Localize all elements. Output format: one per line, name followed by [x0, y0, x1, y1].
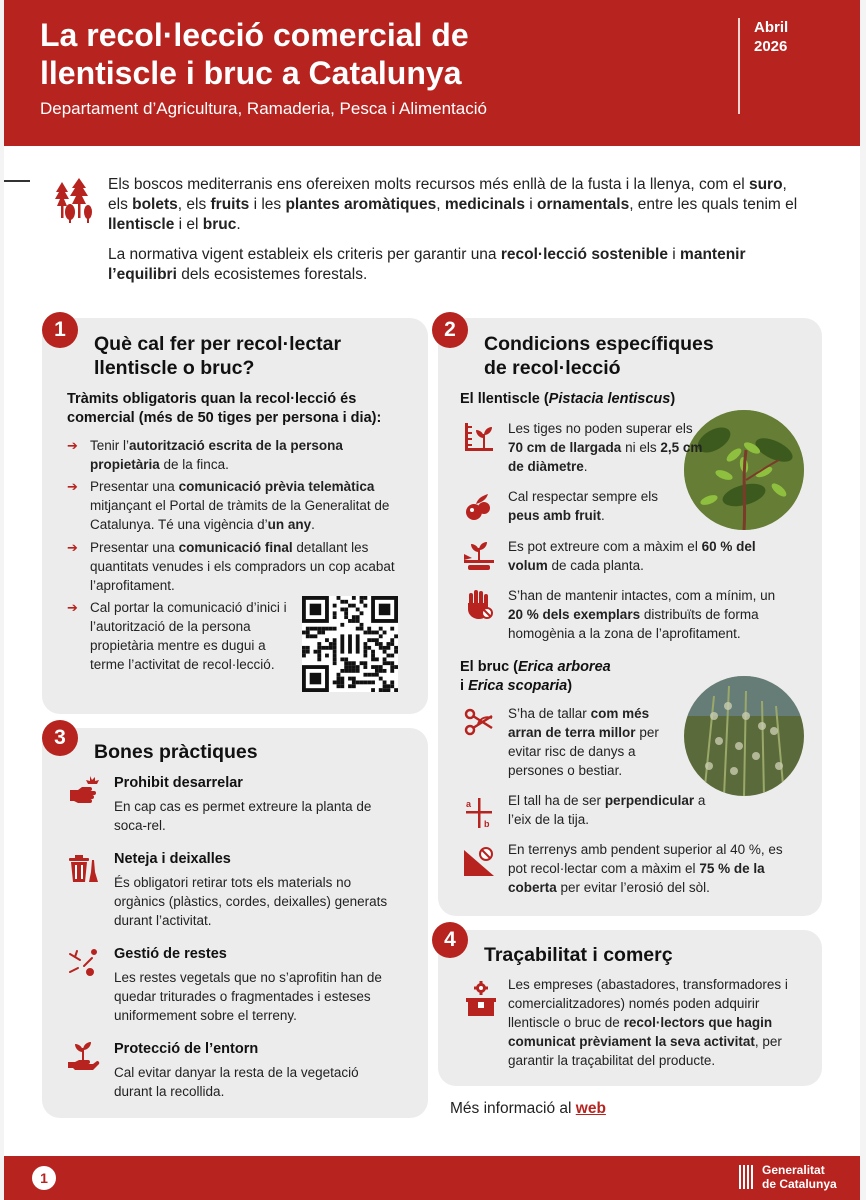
hand-stop-icon: [462, 587, 496, 621]
text-run: i: [524, 196, 538, 213]
scissors-icon: [462, 706, 496, 740]
arrow-icon: ➔: [67, 438, 78, 453]
tramit-item-2: [67, 477, 412, 534]
text-run: llentiscle: [108, 216, 175, 233]
text-run: comunicació prèvia telemàtica: [178, 479, 375, 494]
text-run: mitjançant el Portal de tràmits de la Generalitat de Catalunya. Té una vigència d’: [90, 498, 390, 532]
date-box: [738, 18, 788, 114]
text-run: La normativa vigent estableix els criteris per garantir una: [108, 246, 501, 263]
trash-icon: [66, 852, 100, 886]
section-2-title: Condicions específiques de recol·lecció: [484, 333, 714, 379]
text-run: Cal respectar sempre els: [508, 489, 659, 504]
text-run: medicinals: [444, 196, 525, 213]
text-run: ): [567, 678, 573, 694]
text-run: .: [583, 459, 588, 474]
text-run: comunicació final: [178, 540, 293, 555]
text-run: i: [460, 678, 469, 694]
text-run: i el: [174, 216, 203, 233]
page-subtitle: Departament d’Agricultura, Ramaderia, Pesca i Alimentació: [40, 99, 487, 118]
poster-page: [4, 0, 860, 1200]
text-run: En terrenys amb pendent superior al 40 %, es pot recol·lectar com a màxim el: [508, 842, 783, 876]
text-run: , els: [108, 176, 787, 213]
svg-text:a: a: [466, 799, 472, 809]
text-run: , per garantir la traçabilitat del producte.: [508, 1034, 782, 1068]
title-line-2: llentiscle i bruc a Catalunya: [40, 55, 462, 91]
plant-cut-icon: [462, 538, 496, 572]
arrow-icon: ➔: [67, 600, 78, 615]
text-run: Tenir l’: [90, 438, 130, 453]
text-run: ni els: [621, 440, 661, 455]
practica-4-text: Cal evitar danyar la resta de la vegetació durant la recollida.: [114, 1065, 359, 1099]
more-info: Més informació al web: [450, 1100, 606, 1117]
llentiscle-heading: [460, 390, 675, 409]
bruc-item-3: [508, 840, 798, 897]
practica-3-head: Gestió de restes: [114, 946, 227, 962]
text-run: ): [670, 391, 676, 407]
scatter-icon: [66, 946, 100, 980]
text-run: a l’eix de la tija.: [508, 793, 706, 827]
title-line-1: La recol·lecció comercial de: [40, 17, 469, 53]
perpendicular-cut-icon: [462, 796, 496, 830]
text-run: dels ecosistemes forestals.: [176, 266, 368, 283]
text-run: 2,5 cm de diàmetre: [508, 440, 703, 474]
text-run: Erica arborea: [518, 659, 611, 675]
header-banner: [4, 0, 860, 146]
date-year: 2026: [754, 38, 788, 55]
web-link[interactable]: web: [575, 1100, 606, 1117]
gencat-brand: [738, 1163, 837, 1191]
section-1-lead: Tràmits obligatoris quan la recol·lecció és comercial (més de 50 tiges per persona i dia):: [67, 391, 382, 426]
text-run: peus amb fruit: [508, 508, 602, 523]
section-1-badge: 1: [42, 312, 78, 348]
llentiscle-item-1: [508, 419, 708, 476]
bruc-photo: [684, 676, 804, 796]
practica-1-head: Prohibit desarrelar: [114, 775, 243, 791]
intro-paragraph-1: [108, 175, 798, 235]
bruc-item-2: [508, 791, 728, 829]
text-run: S’ha de tallar: [508, 706, 591, 721]
section-3-badge: 3: [42, 720, 78, 756]
text-run: distribuïts de forma homogènia a la zona de l’aprofitament.: [508, 607, 759, 641]
text-run: El bruc (: [460, 659, 519, 675]
text-run: mantenir l’equilibri: [108, 246, 746, 283]
text-run: 70 cm de llargada: [508, 440, 622, 455]
text-run: Els boscos mediterranis ens ofereixen molts recursos més enllà de la fusta i la llenya, com el: [108, 176, 749, 193]
text-run: de cada planta.: [547, 558, 644, 573]
text-run: ornamentals: [537, 196, 630, 213]
text-run: un any: [267, 517, 312, 532]
text-run: plantes aromàtiques: [285, 196, 437, 213]
text-run: per evitar l’erosió del sòl.: [556, 880, 710, 895]
text-run: Cal portar la comunicació d’inici i l’autorització de la persona propietària mentre es dugui a terme l’activitat de recol·lecció.: [90, 600, 287, 672]
llentiscle-item-3: [508, 537, 768, 575]
text-run: Pistacia lentiscus: [548, 391, 671, 407]
bruc-heading: [460, 658, 611, 696]
qr-code-icon[interactable]: [302, 596, 398, 692]
text-run: ,: [436, 196, 445, 213]
section-1-title: Què cal fer per recol·lectar llentiscle o bruc?: [94, 333, 342, 379]
text-run: de la finca.: [159, 457, 229, 472]
section-4-title: Traçabilitat i comerç: [484, 944, 673, 966]
page-number: 1: [32, 1166, 56, 1190]
text-run: Es pot extreure com a màxim el: [508, 539, 702, 554]
text-run: 20 % dels exemplars: [508, 607, 641, 622]
text-run: recol·lectors que hagin comunicat prèviament la seva activitat: [508, 1015, 773, 1049]
text-run: El tall ha de ser: [508, 793, 605, 808]
text-run: Erica scoparia: [468, 678, 568, 694]
text-run: detallant les quantitats venudes i els compradors un cop acabat l’aprofitament.: [90, 540, 395, 593]
text-run: autorització escrita de la persona propietària: [90, 438, 343, 472]
intro-text: [108, 175, 798, 295]
practica-1-text: En cap cas es permet extreure la planta de soca-rel.: [114, 799, 372, 833]
text-run: , entre les quals tenim el: [629, 196, 798, 213]
footer-bar: [4, 1156, 860, 1200]
bruc-item-1: [508, 704, 683, 780]
text-run: Presentar una: [90, 479, 179, 494]
slope-icon: [462, 844, 496, 878]
practica-3-text: Les restes vegetals que no s’aprofitin han de quedar triturades o fragmentades i esteses uniformement sobre el terreny.: [114, 970, 382, 1023]
uproot-hand-icon: [66, 774, 100, 808]
text-run: Presentar una: [90, 540, 179, 555]
ruler-plant-icon: [462, 420, 496, 454]
text-run: recol·lecció sostenible: [500, 246, 668, 263]
text-run: per evitar risc de danys a persones o bestiar.: [508, 725, 659, 778]
gencat-line-2: de Catalunya: [762, 1177, 837, 1191]
text-run: 60 % del volum: [508, 539, 756, 573]
text-run: com més arran de terra millor: [508, 706, 650, 740]
practica-4-head: Protecció de l’entorn: [114, 1041, 259, 1057]
text-run: perpendicular: [604, 793, 695, 808]
section-3-title: Bones pràctiques: [94, 741, 258, 763]
text-run: El llentiscle (: [460, 391, 549, 407]
intro-paragraph-2: [108, 245, 798, 285]
practica-2-text: És obligatori retirar tots els materials no orgànics (plàstics, cordes, deixalles) generats durant l’activitat.: [114, 875, 388, 928]
bruc-image: [684, 676, 804, 796]
arrow-icon: ➔: [67, 540, 78, 555]
text-run: i: [667, 246, 681, 263]
text-run: .: [236, 216, 241, 233]
gencat-line-1: Generalitat: [762, 1163, 825, 1177]
box-gear-icon: [462, 980, 500, 1018]
text-run: i les: [249, 196, 286, 213]
section-4-text: [508, 975, 794, 1070]
llentiscle-item-2: [508, 487, 688, 525]
svg-text:b: b: [484, 819, 490, 829]
text-run: , els: [177, 196, 211, 213]
section-2-badge: 2: [432, 312, 468, 348]
practica-2-head: Neteja i deixalles: [114, 851, 231, 867]
gencat-logo-icon: [738, 1165, 756, 1189]
text-run: bruc: [202, 216, 237, 233]
date-month: Abril: [754, 19, 789, 36]
fruit-icon: [462, 490, 496, 524]
tramit-item-4: [67, 598, 293, 674]
tramit-item-3: [67, 538, 412, 595]
section-4-badge: 4: [432, 922, 468, 958]
text-run: suro: [748, 176, 783, 193]
arrow-icon: ➔: [67, 479, 78, 494]
trees-icon: [48, 178, 94, 224]
text-run: 75 % de la coberta: [508, 861, 765, 895]
text-run: fruits: [210, 196, 250, 213]
text-run: .: [311, 517, 315, 532]
tramit-item-1: [67, 436, 377, 474]
page-title: [40, 16, 700, 92]
text-run: S’han de mantenir intactes, com a mínim, un: [508, 588, 776, 603]
hand-plant-icon: [66, 1040, 100, 1074]
text-run: .: [601, 508, 605, 523]
llentiscle-item-4: [508, 586, 788, 643]
text-run: Les tiges no poden superar els: [508, 421, 693, 436]
text-run: Les empreses (abastadores, transformadores i comercialitzadores) només poden adquirir llentiscle o bruc de: [508, 977, 788, 1030]
text-run: bolets: [132, 196, 178, 213]
side-mark: [4, 180, 30, 182]
